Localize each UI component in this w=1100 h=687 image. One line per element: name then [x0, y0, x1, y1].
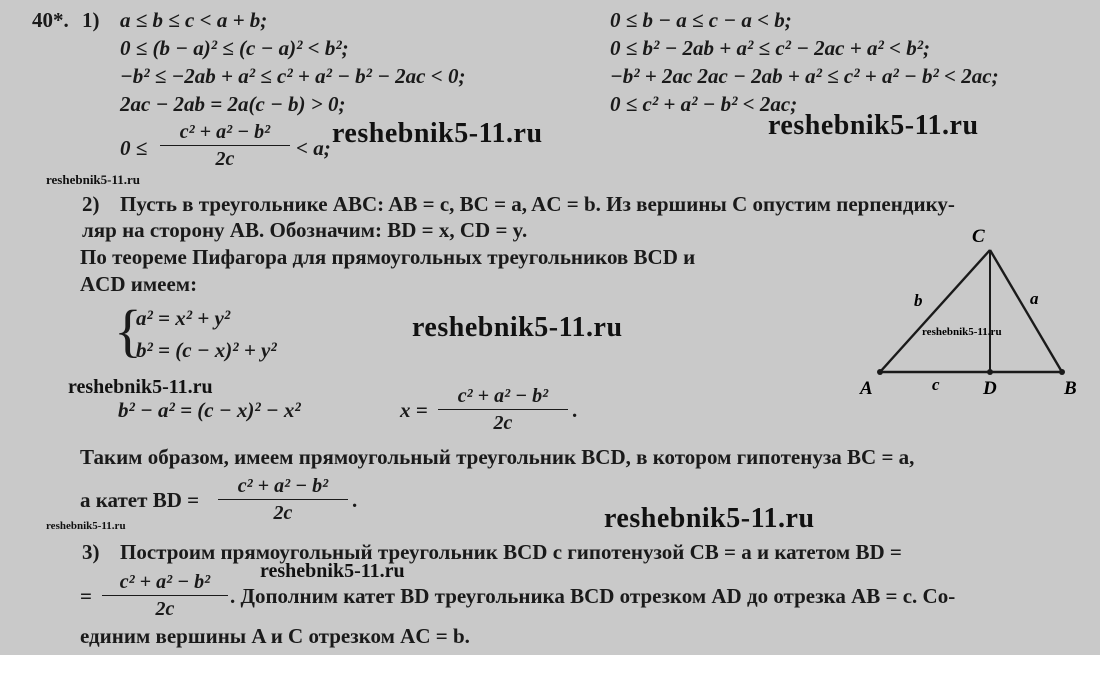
part1-left-line-3: −b² ≤ −2ab + a² ≤ c² + a² − b² − 2ac < 0; — [120, 64, 466, 88]
part2-conclusion-fraction — [218, 474, 348, 525]
part3-fraction — [102, 570, 228, 621]
part1-final-fraction — [160, 120, 290, 171]
fraction-numerator: c² + a² − b² — [119, 571, 211, 593]
watermark-figure: reshebnik5-11.ru — [922, 326, 1002, 338]
watermark: reshebnik5-11.ru — [604, 503, 815, 534]
part2-conclusion-2-suffix: . — [352, 488, 358, 512]
part1-label: 1) — [82, 8, 100, 32]
side-bc — [990, 250, 1062, 372]
part1-right-line-4: 0 ≤ c² + a² − b² < 2ac; — [610, 92, 798, 116]
fraction-numerator: c² + a² − b² — [237, 475, 329, 497]
part3-label: 3) — [82, 540, 100, 564]
point-a — [877, 369, 883, 375]
part1-left-line-1: a ≤ b ≤ c < a + b; — [120, 8, 268, 32]
problem-number: 40*. — [32, 8, 69, 32]
fraction-numerator: c² + a² − b² — [457, 385, 549, 407]
x-equation-suffix: . — [572, 398, 578, 422]
triangle-figure — [850, 222, 1090, 402]
part3-line-1: Построим прямоугольный треугольник BCD с гипотенузой CB = a и катетом BD = — [120, 540, 902, 564]
part1-final-prefix: 0 ≤ — [120, 136, 148, 160]
difference-equation: b² − a² = (c − x)² − x² — [118, 398, 301, 422]
watermark: reshebnik5-11.ru — [768, 110, 979, 141]
part2-label: 2) — [82, 192, 100, 216]
watermark: reshebnik5-11.ru — [46, 520, 126, 532]
fraction-numerator: c² + a² − b² — [179, 121, 271, 143]
fraction-denominator: 2c — [273, 502, 293, 524]
part3-line-3: единим вершины A и C отрезком AC = b. — [80, 624, 470, 648]
part1-left-line-2: 0 ≤ (b − a)² ≤ (c − a)² < b²; — [120, 36, 349, 60]
label-side-a: a — [1030, 289, 1039, 308]
watermark: reshebnik5-11.ru — [68, 376, 213, 398]
system-equation-1: a² = x² + y² — [136, 306, 231, 330]
x-equation-fraction — [438, 384, 568, 435]
fraction-denominator: 2c — [155, 598, 175, 620]
fraction-bar — [102, 595, 228, 596]
fraction-denominator: 2c — [493, 412, 513, 434]
part2-conclusion-1: Таким образом, имеем прямоугольный треугольник BCD, в котором гипотенуза BC = a, — [80, 445, 915, 469]
watermark: reshebnik5-11.ru — [46, 172, 141, 187]
part1-left-line-4: 2ac − 2ab = 2a(c − b) > 0; — [120, 92, 346, 116]
label-side-b: b — [914, 291, 923, 310]
fraction-bar — [438, 409, 568, 410]
system-equation-2: b² = (c − x)² + y² — [136, 338, 277, 362]
part2-line-1: Пусть в треугольнике ABC: AB = c, BC = a, AC = b. Из вершины C опустим перпендику- — [120, 192, 955, 216]
part1-final-suffix: < a; — [296, 136, 331, 160]
label-b: B — [1064, 378, 1077, 399]
part2-conclusion-2-prefix: а катет BD = — [80, 488, 200, 512]
label-d: D — [983, 378, 997, 399]
point-d — [987, 369, 993, 375]
part1-right-line-1: 0 ≤ b − a ≤ c − a < b; — [610, 8, 792, 32]
fraction-bar — [218, 499, 348, 500]
part1-right-line-2: 0 ≤ b² − 2ab + a² ≤ c² − 2ac + a² < b²; — [610, 36, 931, 60]
label-c: C — [972, 226, 985, 247]
part3-line-2-suffix: . Дополним катет BD треугольника BCD отрезком AD до отрезка AB = c. Со- — [230, 584, 956, 608]
part3-line-2-prefix: = — [80, 584, 92, 608]
point-b — [1059, 369, 1065, 375]
side-ac — [880, 250, 990, 372]
watermark: reshebnik5-11.ru — [332, 118, 543, 149]
fraction-denominator: 2c — [215, 148, 235, 170]
watermark: reshebnik5-11.ru — [260, 560, 405, 582]
part1-right-line-3: −b² + 2ac 2ac − 2ab + a² ≤ c² + a² − b² < 2ac; — [610, 64, 999, 88]
part2-line-4: ACD имеем: — [80, 272, 198, 296]
x-equation-prefix: x = — [400, 398, 428, 422]
part2-line-3: По теореме Пифагора для прямоугольных треугольников BCD и — [80, 245, 696, 269]
part2-line-2: ляр на сторону AB. Обозначим: BD = x, CD = y. — [82, 218, 528, 242]
fraction-bar — [160, 145, 290, 146]
label-a: A — [860, 378, 873, 399]
label-side-c: c — [932, 375, 940, 394]
watermark: reshebnik5-11.ru — [412, 312, 623, 343]
system-brace: { — [114, 298, 142, 363]
